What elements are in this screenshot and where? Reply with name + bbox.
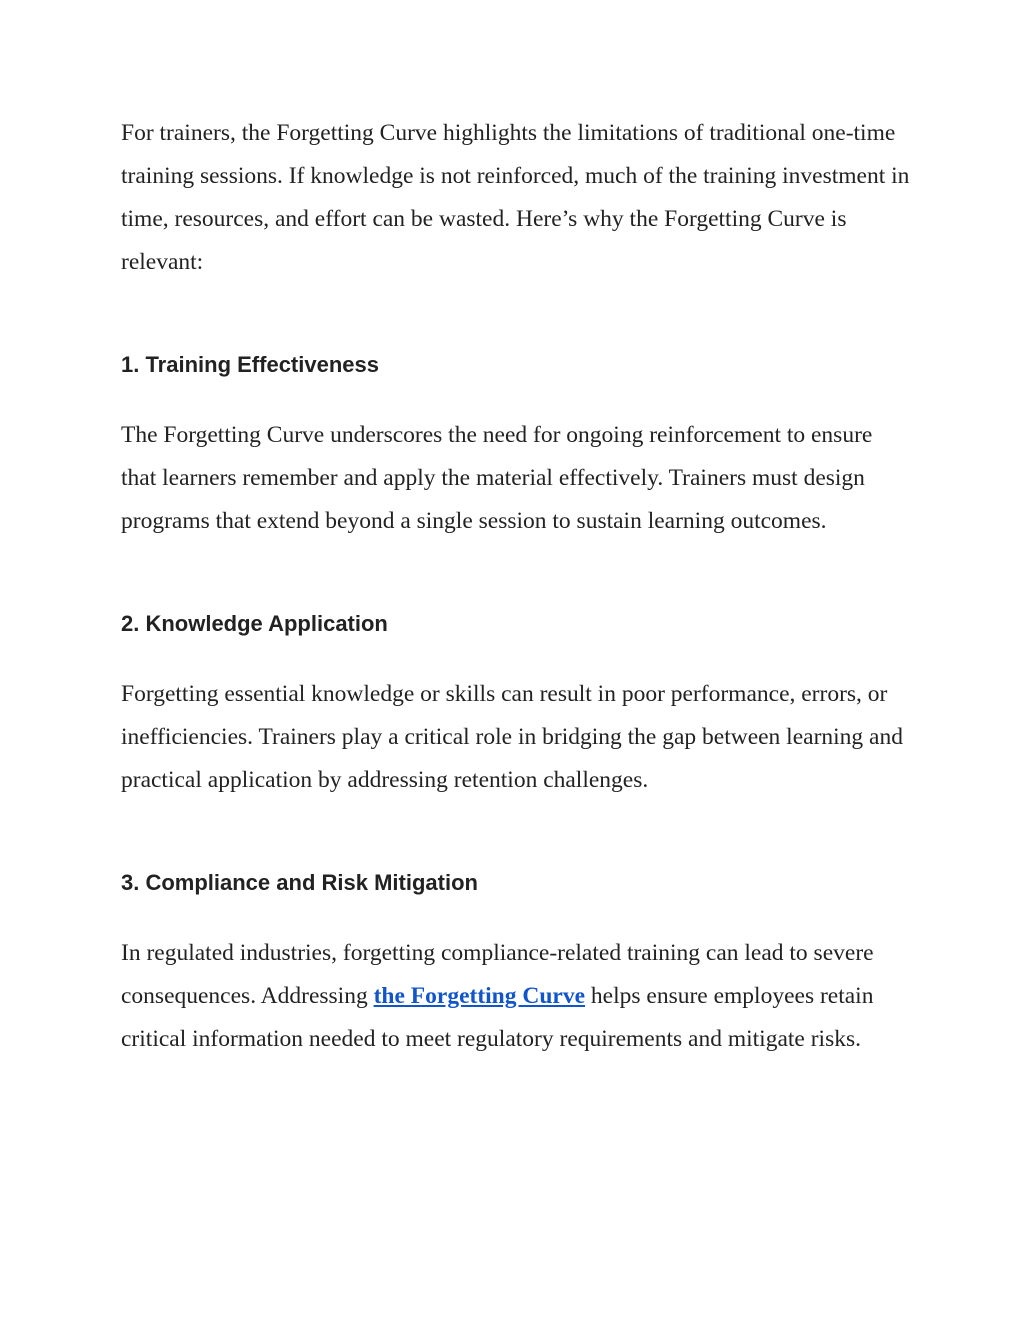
section-heading-compliance-risk: 3. Compliance and Risk Mitigation <box>121 870 478 895</box>
document-page <box>121 112 911 1061</box>
forgetting-curve-link[interactable]: the Forgetting Curve <box>373 983 586 1009</box>
body-text-before-link: In regulated industries, forgetting compliance-related training can lead to severe consequences. Addressing <box>121 940 874 1009</box>
section-body-knowledge-application: Forgetting essential knowledge or skills can result in poor performance, errors, or inefficiencies. Trainers play a critical role in bridging the gap between learning and practical application by addressing retention challenges. <box>121 681 903 793</box>
section-heading-training-effectiveness: 1. Training Effectiveness <box>121 352 379 377</box>
section-body-compliance-risk <box>121 932 911 1061</box>
intro-paragraph: For trainers, the Forgetting Curve highlights the limitations of traditional one-time training sessions. If knowledge is not reinforced, much of the training investment in time, resources, and effort can be wasted. Here’s why the Forgetting Curve is relevant: <box>121 120 910 275</box>
section-body-training-effectiveness: The Forgetting Curve underscores the need for ongoing reinforcement to ensure that learners remember and apply the material effectively. Trainers must design programs that extend beyond a single session to sustain learning outcomes. <box>121 422 873 534</box>
body-text-after-link: helps ensure employees retain critical information needed to meet regulatory requirements and mitigate risks. <box>121 983 874 1052</box>
section-heading-knowledge-application: 2. Knowledge Application <box>121 611 388 636</box>
